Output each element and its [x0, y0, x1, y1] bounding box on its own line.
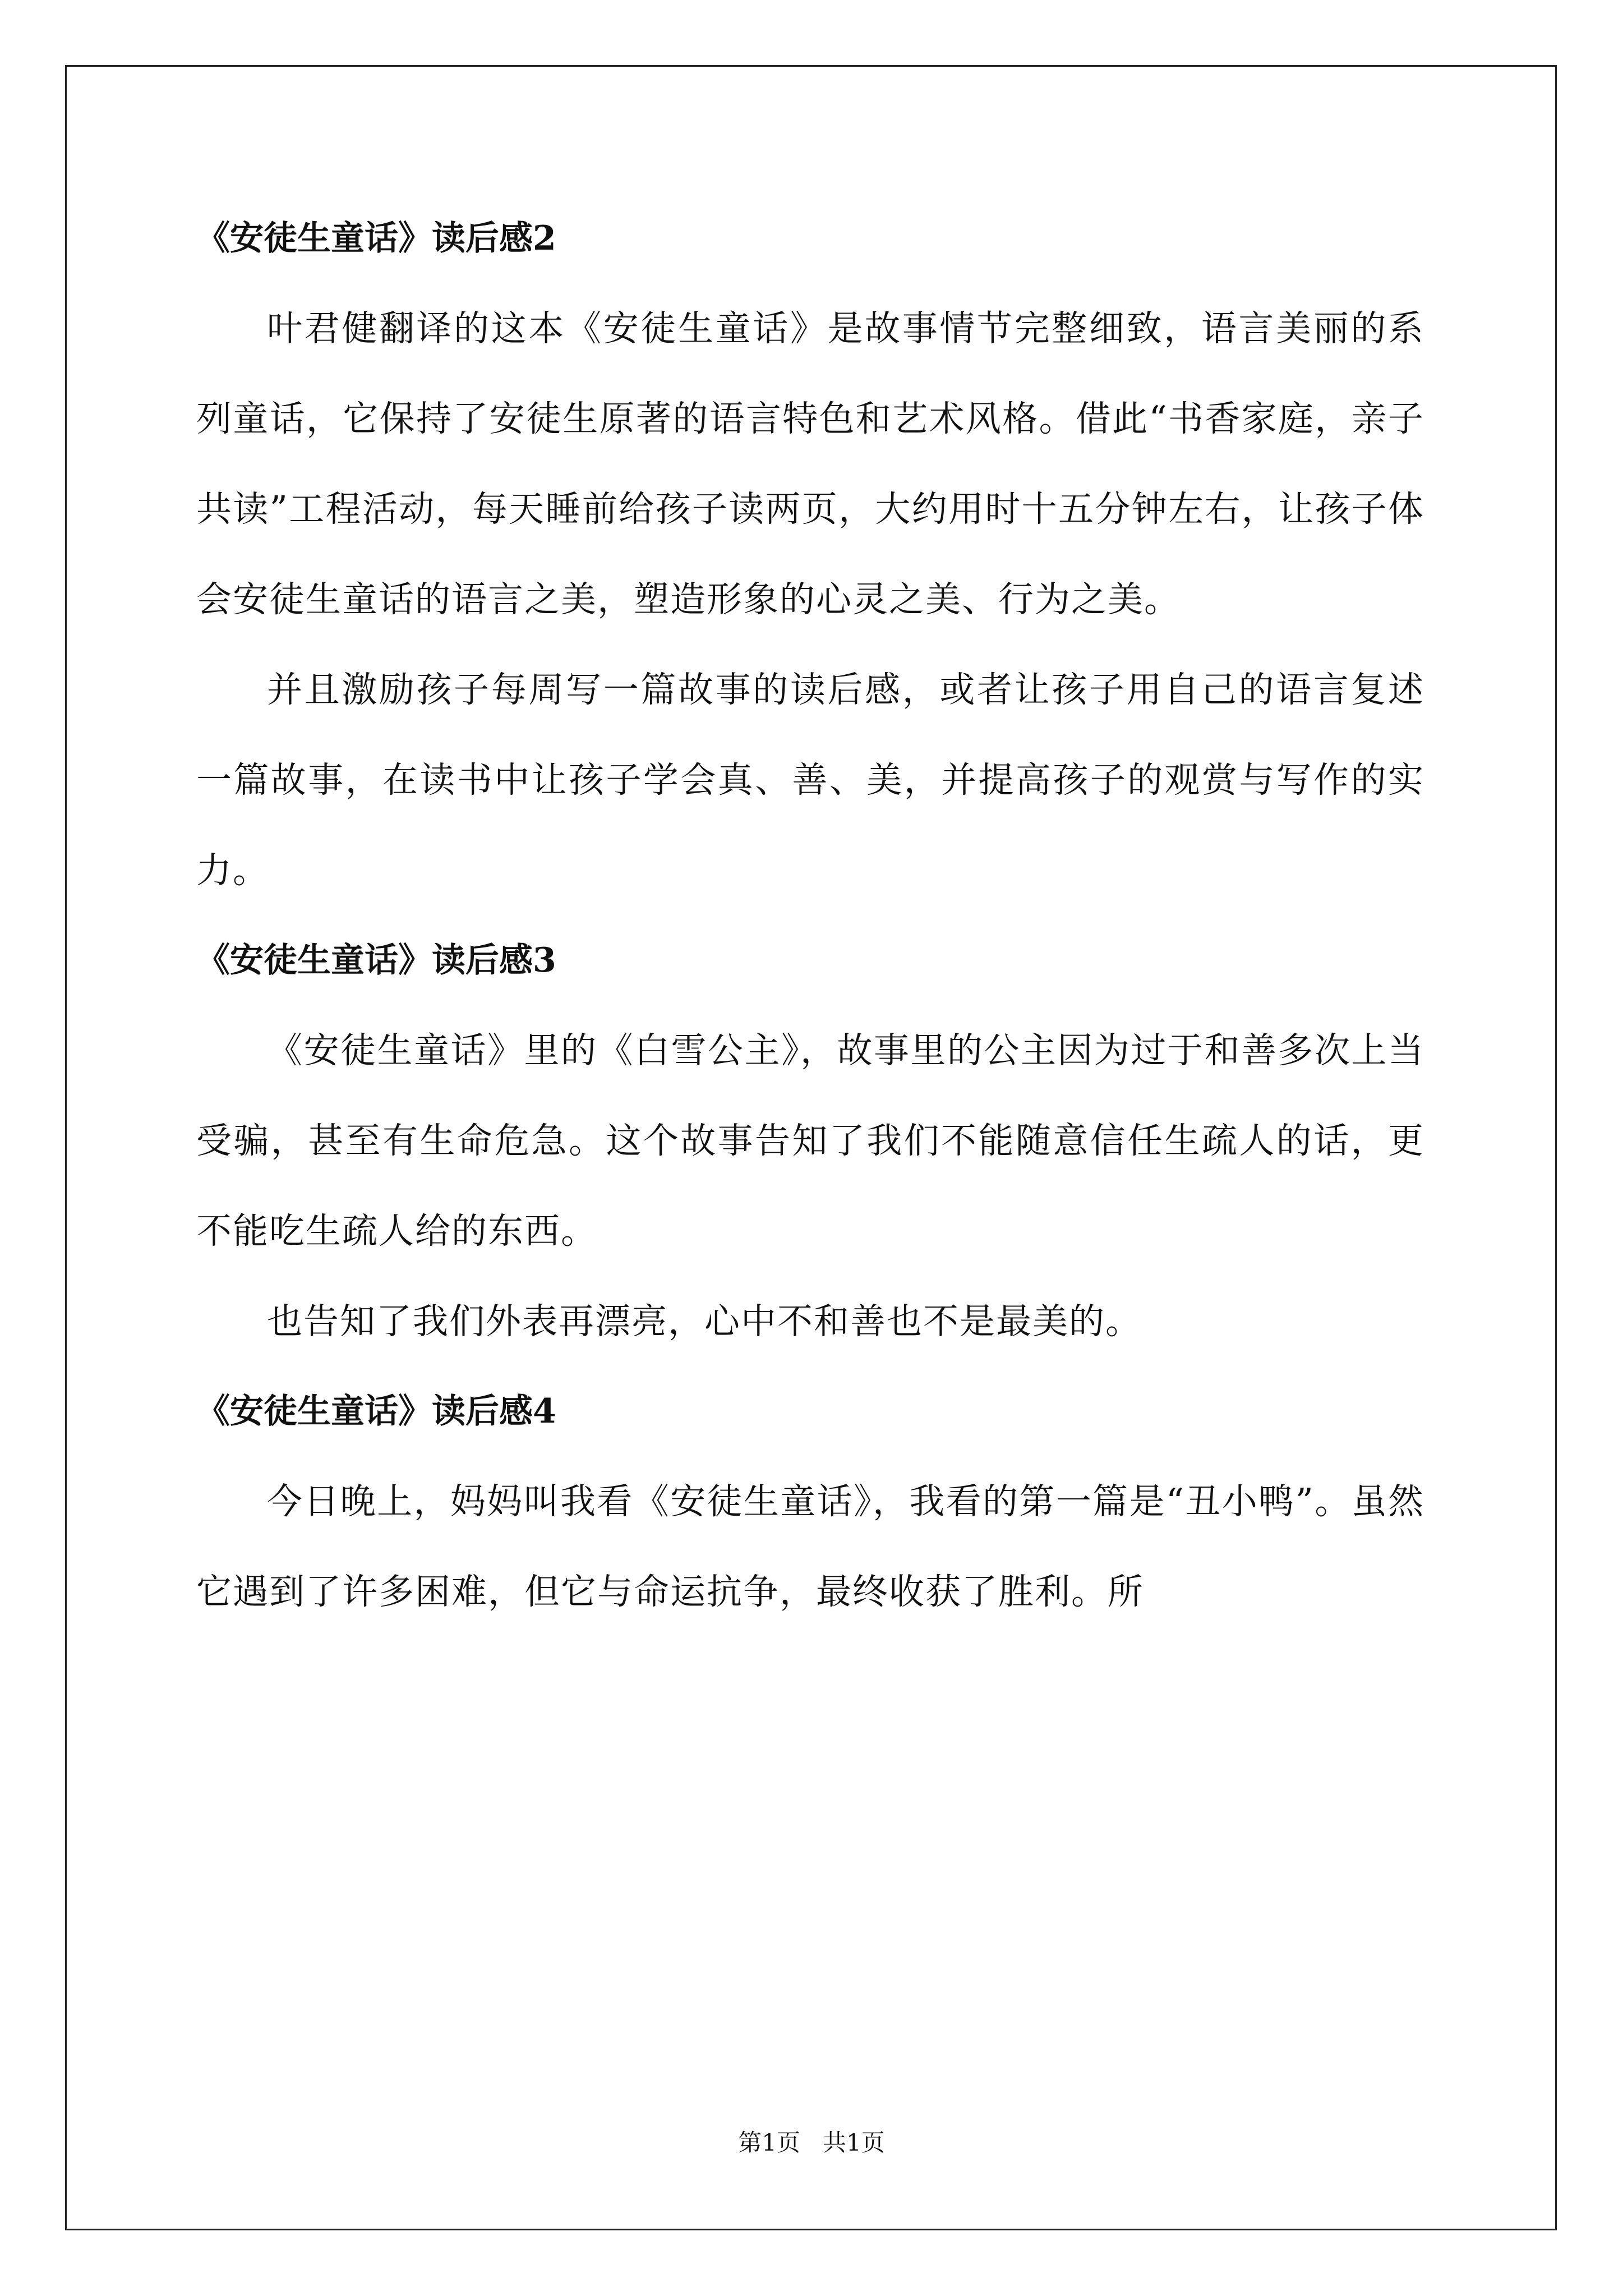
paragraph: 叶君健翻译的这本《安徒生童话》是故事情节完整细致，语言美丽的系列童话，它保持了安徒生原著的语言特色和艺术风格。借此“书香家庭，亲子共读”工程活动，每天睡前给孩子读两页，大约用时十五分钟左右，让孩子体会安徒生童话的语言之美，塑造形象的心灵之美、行为之美。	[196, 308, 1424, 620]
paragraph: 《安徒生童话》里的《白雪公主》，故事里的公主因为过于和善多次上当受骗，甚至有生命危急。这个故事告知了我们不能随意信任生疏人的话，更不能吃生疏人给的东西。	[196, 1030, 1424, 1251]
section-heading: 《安徒生童话》读后感4	[196, 1392, 556, 1431]
document-body	[196, 194, 1424, 1637]
paragraph: 也告知了我们外表再漂亮，心中不和善也不是最美的。	[267, 1301, 1142, 1342]
section-heading: 《安徒生童话》读后感2	[196, 219, 556, 258]
page-footer: 第1页 共1页	[738, 2129, 885, 2156]
paragraph: 并且激励孩子每周写一篇故事的读后感，或者让孩子用自己的语言复述一篇故事，在读书中让孩子学会真、善、美，并提高孩子的观赏与写作的实力。	[196, 669, 1424, 891]
paragraph: 今日晚上，妈妈叫我看《安徒生童话》，我看的第一篇是“丑小鸭”。虽然它遇到了许多困难，但它与命运抗争，最终收获了胜利。所	[196, 1481, 1424, 1612]
section-heading: 《安徒生童话》读后感3	[196, 941, 556, 980]
